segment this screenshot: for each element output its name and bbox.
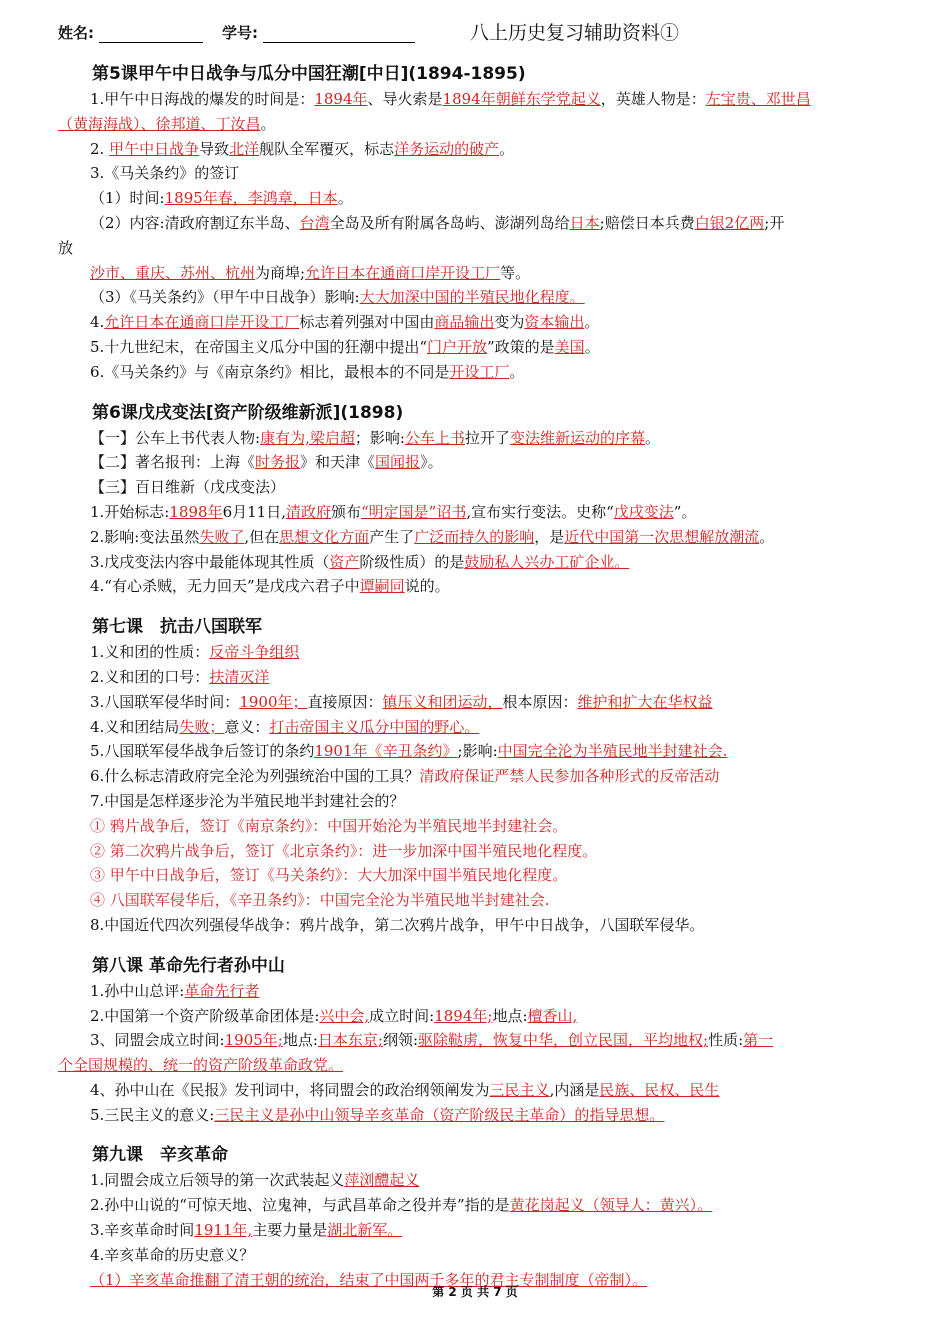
lesson-7-q7: 7.中国是怎样逐步沦为半殖民地半封建社会的？ [90,791,405,810]
name-field [58,22,203,43]
lesson-7-q1: 1.义和团的性质：反帝斗争组织 [90,643,300,662]
lesson-8-q3: 3、同盟会成立时间:1905年;地点:日本东京;纲领:驱除鞑虏，恢复中华，创立民国，平均地权;性质:第一 [90,1031,774,1050]
lesson-6-q4: 4.“有心杀贼，无力回天”是戊戌六君子中谭嗣同说的。 [90,577,450,596]
lesson-7-step-2: ② 第二次鸦片战争后，签订《北京条约》：进一步加深中国半殖民地化程度。 [90,841,598,860]
lesson-7-q3: 3.八国联军侵华时间：1900年；直接原因：镇压义和团运动，根本原因：维护和扩大在华权益 [90,692,713,711]
lesson-6-q3: 3.戊戌变法内容中最能体现其性质（资产阶级性质）的是鼓励私人兴办工矿企业。 [90,552,630,571]
lesson-8-q3-cont: 个全国规模的、统一的资产阶级革命政党。 [58,1056,344,1075]
lesson-8-q5: 5.三民主义的意义:三民主义是孙中山领导辛亥革命（资产阶级民主革命）的指导思想。 [90,1105,665,1124]
lesson-6-b2: 【二】著名报刊：上海《时务报》和天津《国闻报》。 [90,453,443,472]
document-body [58,62,894,1292]
lesson-5-title: 第5课甲午中日战争与瓜分中国狂潮[中日](1894-1895) [92,64,526,84]
student-id-label: 学号: [222,24,258,42]
lesson-8-title: 第八课 革命先行者孙中山 [92,955,285,976]
lesson-6-b3: 【三】百日维新（戊戌变法） [90,478,286,497]
lesson-7-q8: 8.中国近代四次列强侵华战争：鸦片战争，第二次鸦片战争，甲午中日战争，八国联军侵华。 [90,915,705,934]
lesson-5-q6: 6.《马关条约》与《南京条约》相比，最根本的不同是开设工厂。 [90,362,525,381]
lesson-5-q4: 4.允许日本在通商口岸开设工厂标志着列强对中国由商品输出变为资本输出。 [90,313,600,332]
lesson-7-title: 第七课 抗击八国联军 [92,617,262,638]
student-id-blank[interactable] [263,28,415,43]
lesson-5-q3-content: （2）内容:清政府割辽东半岛、台湾全岛及所有附属各岛屿、澎湖列岛给日本;赔偿日本兵费白银2亿两;开 [90,213,785,232]
lesson-7-step-3: ③ 甲午中日战争后，签订《马关条约》：大大加深中国半殖民地化程度。 [90,866,568,885]
lesson-7-q5: 5.八国联军侵华战争后签订的条约1901年《辛丑条约》;影响:中国完全沦为半殖民地半封建社会. [90,742,728,761]
lesson-5-q3-impact: （3）《马关条约》（甲午中日战争）影响:大大加深中国的半殖民地化程度。 [90,288,585,307]
lesson-8-q1: 1.孙中山总评:革命先行者 [90,981,260,1000]
lesson-6-b1: 【一】公车上书代表人物:康有为,梁启超；影响:公车上书拉开了变法维新运动的序幕。 [90,428,660,447]
lesson-9-title: 第九课 辛亥革命 [92,1145,228,1166]
lesson-6-title: 第6课戊戌变法[资产阶级维新派](1898) [92,402,404,423]
lesson-9-q4: 4.辛亥革命的历史意义？ [90,1245,255,1264]
name-blank[interactable] [99,28,203,43]
lesson-6-q2: 2.影响:变法虽然失败了,但在思想文化方面产生了广泛而持久的影响，是近代中国第一次思想解放潮流。 [90,527,775,546]
lesson-5-q3-content-cont1: 放 [58,238,74,257]
student-id-field [222,22,415,43]
page-header [58,18,908,46]
lesson-5-q2: 2. 甲午中日战争导致北洋舰队全军覆灭，标志洋务运动的破产。 [90,139,515,158]
lesson-9-q2: 2.孙中山说的“可惊天地、泣鬼神，与武昌革命之役并寿”指的是黄花岗起义（领导人：黄兴）。 [90,1196,713,1215]
lesson-5-q3-content-cont2: 沙市、重庆、苏州、杭州为商埠;允许日本在通商口岸开设工厂等。 [90,263,531,282]
lesson-7-step-4: ④ 八国联军侵华后，《辛丑条约》：中国完全沦为半殖民地半封建社会. [90,891,550,910]
name-label: 姓名: [58,24,94,42]
lesson-9-q4-s1: （1）辛亥革命推翻了清王朝的统治，结束了中国两千多年的君主专制制度（帝制）。 [90,1270,648,1289]
lesson-6-q1: 1.开始标志:1898年6月11日,清政府颁布“明定国是”诏书,宣布实行变法。史称“戊戌变法”。 [90,502,697,521]
lesson-7-q4: 4.义和团结局失败；意义：打击帝国主义瓜分中国的野心。 [90,717,480,736]
lesson-8-q2: 2.中国第一个资产阶级革命团体是:兴中会,成立时间:1894年;地点:檀香山, [90,1006,578,1025]
document-title: 八上历史复习辅助资料① [470,22,680,44]
lesson-7-q6: 6.什么标志清政府完全沦为列强统治中国的工具？清政府保证严禁人民参加各种形式的反帝活动 [90,767,720,786]
lesson-5-q1: 1.甲午中日海战的爆发的时间是：1894年、导火索是1894年朝鲜东学党起义，英雄人物是：左宝贵、邓世昌 [90,90,811,108]
lesson-5-q1-cont: （黄海海战）、徐邦道、丁汝昌。 [58,114,276,133]
lesson-9-q3: 3.辛亥革命时间1911年,主要力量是湖北新军。 [90,1221,403,1240]
lesson-5-q5: 5.十九世纪末，在帝国主义瓜分中国的狂潮中提出“门户开放”政策的是美国。 [90,337,600,356]
lesson-5-q3-time: （1）时间:1895年春，李鸿章，日本。 [90,189,353,208]
page-number: 第 2 页 共 7 页 [432,1285,518,1299]
lesson-8-q4: 4、孙中山在《民报》发刊词中，将同盟会的政治纲领阐发为三民主义,内涵是民族、民权、民生 [90,1080,720,1099]
lesson-7-q2: 2.义和团的口号：扶清灭洋 [90,667,270,686]
lesson-9-q1: 1.同盟会成立后领导的第一次武装起义萍浏醴起义 [90,1171,420,1190]
lesson-5-q3: 3.《马关条约》的签订 [90,164,240,183]
lesson-7-step-1: ① 鸦片战争后，签订《南京条约》：中国开始沦为半殖民地半封建社会。 [90,816,568,835]
